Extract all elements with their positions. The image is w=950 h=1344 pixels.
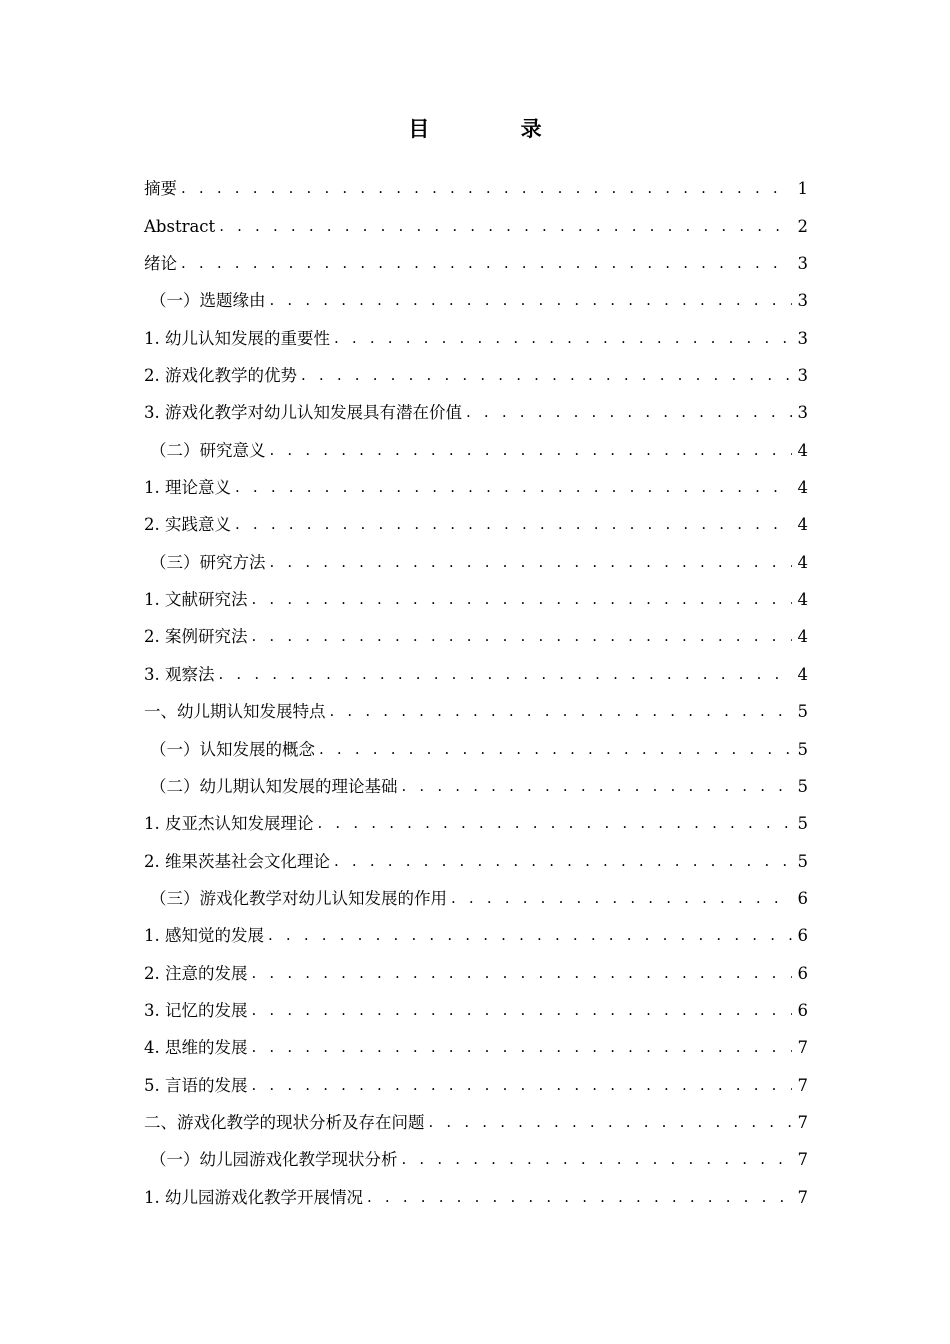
toc-entry-title: 二、游戏化教学的现状分析及存在问题: [144, 1112, 425, 1132]
toc-entry[interactable]: [144, 655, 808, 692]
toc-page-number: 3: [797, 403, 808, 423]
toc-title: 目 录: [408, 116, 584, 141]
toc-dot-leader: [319, 732, 792, 766]
toc-entry-title: 一、幼儿期认知发展特点: [144, 702, 326, 722]
toc-entry-title: 1. 感知觉的发展: [144, 926, 264, 946]
toc-page-number: 7: [797, 1075, 808, 1095]
toc-dot-leader: [402, 769, 793, 803]
toc-dot-leader: [252, 1068, 793, 1102]
toc-page-number: 4: [797, 664, 808, 684]
toc-entry-title: 2. 游戏化教学的优势: [144, 366, 297, 386]
toc-entry-title: （二）幼儿期认知发展的理论基础: [150, 776, 398, 796]
toc-dot-leader: [451, 881, 792, 915]
toc-list: [144, 170, 808, 1216]
toc-dot-leader: [252, 993, 793, 1027]
toc-page-number: 4: [797, 627, 808, 647]
toc-entry-title: 3. 记忆的发展: [144, 1000, 248, 1020]
toc-dot-leader: [252, 1030, 793, 1064]
toc-entry-title: 1. 幼儿园游戏化教学开展情况: [144, 1187, 363, 1207]
toc-entry[interactable]: [144, 245, 808, 282]
toc-entry-title: 3. 观察法: [144, 664, 215, 684]
toc-dot-leader: [270, 433, 793, 467]
toc-entry-title: 2. 案例研究法: [144, 627, 248, 647]
toc-dot-leader: [181, 171, 792, 205]
toc-dot-leader: [219, 209, 792, 243]
toc-dot-leader: [219, 657, 793, 691]
toc-entry-title: （二）研究意义: [150, 440, 266, 460]
toc-entry-title: （一）认知发展的概念: [150, 739, 315, 759]
toc-page-number: 4: [797, 440, 808, 460]
toc-dot-leader: [318, 806, 793, 840]
toc-page-number: 4: [797, 515, 808, 535]
toc-dot-leader: [235, 507, 792, 541]
toc-dot-leader: [301, 358, 792, 392]
toc-page-number: 3: [797, 291, 808, 311]
toc-entry[interactable]: [144, 543, 808, 580]
toc-entry[interactable]: [144, 1029, 808, 1066]
toc-entry[interactable]: [144, 1141, 808, 1178]
toc-entry[interactable]: [144, 618, 808, 655]
toc-entry[interactable]: [144, 992, 808, 1029]
toc-page-number: 6: [797, 963, 808, 983]
toc-entry[interactable]: [144, 805, 808, 842]
toc-entry-title: 1. 皮亚杰认知发展理论: [144, 814, 314, 834]
toc-page-number: 4: [797, 590, 808, 610]
toc-dot-leader: [334, 844, 792, 878]
toc-entry-title: Abstract: [144, 216, 216, 236]
toc-entry-title: （三）研究方法: [150, 552, 266, 572]
toc-page-number: 1: [797, 179, 808, 199]
toc-page-number: 4: [797, 478, 808, 498]
toc-entry[interactable]: [144, 842, 808, 879]
toc-page-number: 6: [797, 1000, 808, 1020]
toc-entry-title: 1. 文献研究法: [144, 590, 248, 610]
toc-entry[interactable]: [144, 1066, 808, 1103]
toc-dot-leader: [252, 582, 793, 616]
toc-entry-title: 3. 游戏化教学对幼儿认知发展具有潜在价值: [144, 403, 462, 423]
toc-page-number: 3: [797, 254, 808, 274]
toc-entry[interactable]: [144, 506, 808, 543]
toc-entry-title: 1. 幼儿认知发展的重要性: [144, 328, 330, 348]
toc-dot-leader: [270, 545, 793, 579]
toc-page-number: 7: [797, 1112, 808, 1132]
toc-entry[interactable]: [144, 1104, 808, 1141]
toc-dot-leader: [252, 956, 793, 990]
toc-page-number: 5: [797, 851, 808, 871]
toc-page-number: 2: [797, 216, 808, 236]
toc-dot-leader: [402, 1142, 793, 1176]
toc-page-number: 3: [797, 328, 808, 348]
toc-entry-title: 2. 注意的发展: [144, 963, 248, 983]
toc-entry-title: 2. 维果茨基社会文化理论: [144, 851, 330, 871]
toc-page-number: 6: [797, 926, 808, 946]
toc-dot-leader: [334, 321, 792, 355]
toc-entry-title: （一）选题缘由: [150, 291, 266, 311]
toc-entry[interactable]: [144, 431, 808, 468]
toc-entry[interactable]: [144, 917, 808, 954]
toc-entry[interactable]: [144, 1178, 808, 1215]
toc-dot-leader: [181, 246, 792, 280]
toc-entry[interactable]: [144, 394, 808, 431]
toc-dot-leader: [330, 694, 793, 728]
toc-dot-leader: [466, 395, 792, 429]
toc-entry[interactable]: [144, 880, 808, 917]
toc-entry[interactable]: [144, 319, 808, 356]
toc-page-number: 7: [797, 1150, 808, 1170]
toc-entry[interactable]: [144, 282, 808, 319]
toc-page-number: 7: [797, 1038, 808, 1058]
toc-page-number: 5: [797, 776, 808, 796]
toc-entry[interactable]: [144, 581, 808, 618]
toc-dot-leader: [429, 1105, 793, 1139]
toc-entry-title: 1. 理论意义: [144, 478, 231, 498]
toc-page-number: 4: [797, 552, 808, 572]
toc-dot-leader: [270, 283, 793, 317]
toc-dot-leader: [252, 619, 793, 653]
toc-entry-title: 5. 言语的发展: [144, 1075, 248, 1095]
toc-page-number: 3: [797, 366, 808, 386]
toc-dot-leader: [235, 470, 792, 504]
toc-entry-title: 摘要: [144, 179, 177, 199]
toc-page-number: 5: [797, 814, 808, 834]
toc-entry-title: 2. 实践意义: [144, 515, 231, 535]
toc-entry[interactable]: [144, 170, 808, 207]
toc-dot-leader: [268, 918, 792, 952]
toc-entry-title: 绪论: [144, 254, 177, 274]
toc-entry-title: （一）幼儿园游戏化教学现状分析: [150, 1150, 398, 1170]
toc-page-number: 7: [797, 1187, 808, 1207]
toc-page-number: 5: [797, 702, 808, 722]
toc-entry-title: 4. 思维的发展: [144, 1038, 248, 1058]
toc-dot-leader: [367, 1180, 792, 1214]
toc-page-number: 6: [797, 888, 808, 908]
toc-entry[interactable]: [144, 693, 808, 730]
toc-entry[interactable]: [144, 730, 808, 767]
toc-entry[interactable]: [144, 954, 808, 991]
toc-entry[interactable]: [144, 768, 808, 805]
toc-entry[interactable]: [144, 207, 808, 244]
toc-entry-title: （三）游戏化教学对幼儿认知发展的作用: [150, 888, 447, 908]
toc-entry[interactable]: [144, 357, 808, 394]
toc-entry[interactable]: [144, 469, 808, 506]
toc-page-number: 5: [797, 739, 808, 759]
